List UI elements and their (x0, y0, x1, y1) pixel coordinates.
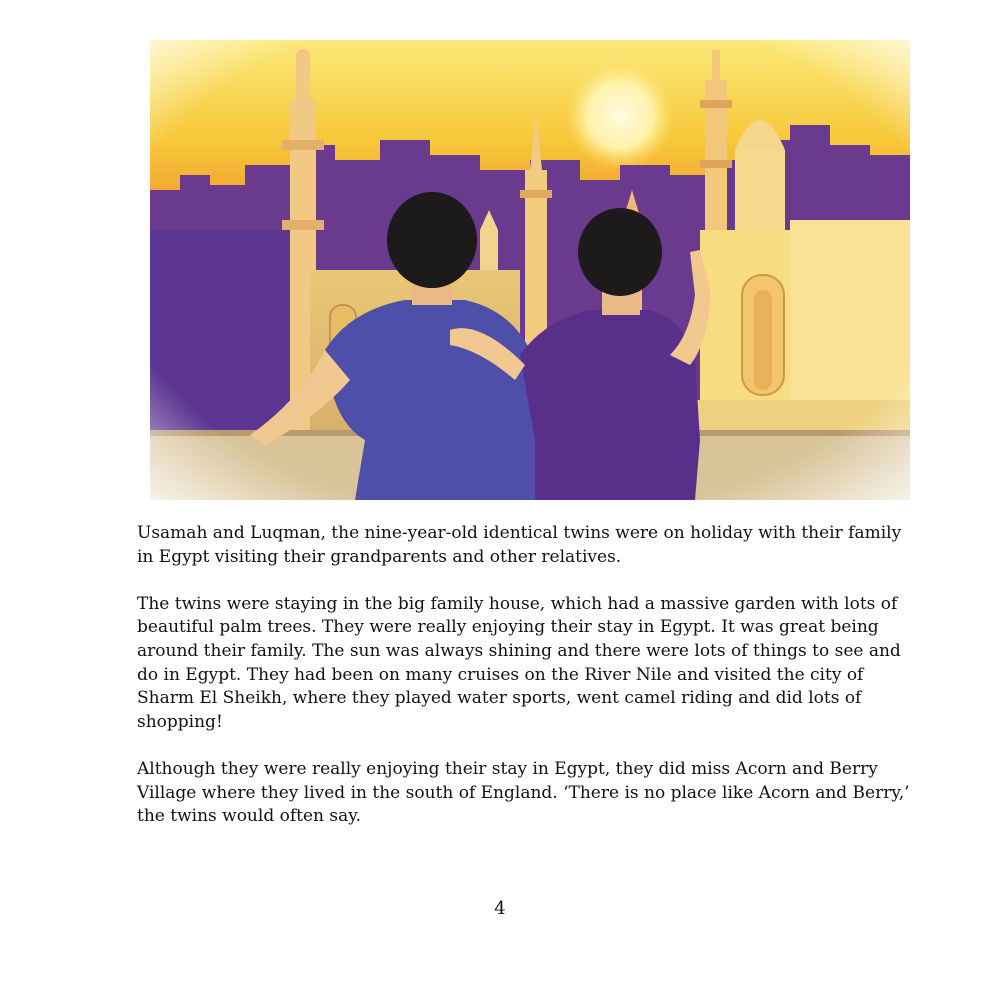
story-text (137, 522, 917, 852)
paragraph-3: Although they were really enjoying their stay in Egypt, they did miss Acorn and Berry Village where they lived in the south of England. ‘There is no place like Acorn and Berry,’ the twins would often say. (137, 758, 910, 827)
illustration-twins-cairo-sunset (150, 20, 910, 500)
paragraph-2: The twins were staying in the big family house, which had a massive garden with lots of beautiful palm trees. They were really enjoying their stay in Egypt. It was great being around their family. The sun was always shining and there were lots of things to see and do in Egypt. They had been on many cruises on the River Nile and visited the city of Sharm El Sheikh, where they played water sports, went camel riding and did lots of shopping! (137, 593, 901, 732)
paragraph-1: Usamah and Luqman, the nine-year-old identical twins were on holiday with their family in Egypt visiting their grandparents and other relatives. (137, 523, 902, 567)
vignette (150, 20, 910, 500)
illustration-canvas (150, 20, 910, 500)
page-number: 4 (494, 898, 506, 919)
